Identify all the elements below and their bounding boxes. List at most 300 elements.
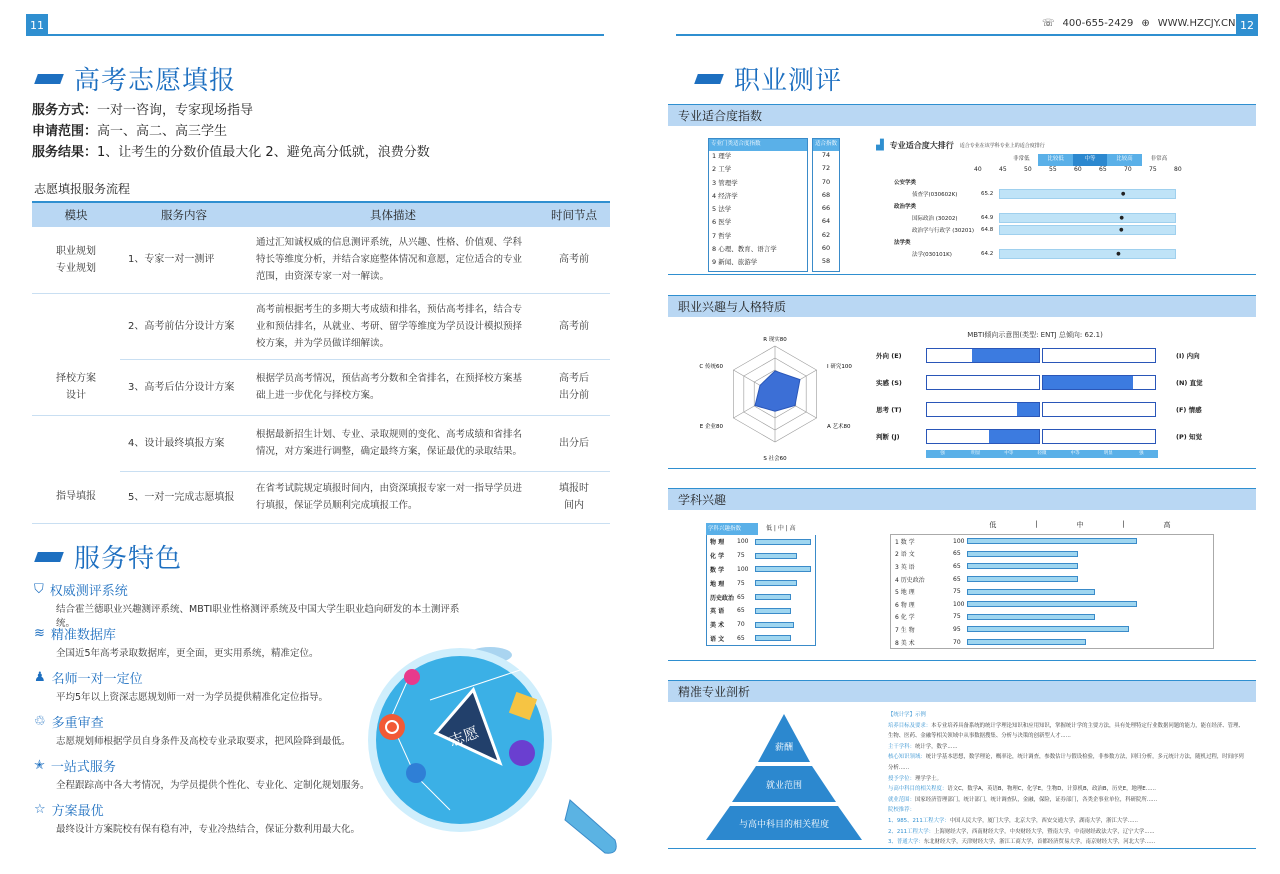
feature-title-text: 一站式服务 [50,759,116,775]
analysis-key: 1、985、211工程大学： [888,817,950,824]
subject-header [706,523,816,535]
mbti-scale-item: 强 [940,451,945,456]
feature-desc: 平均5年以上资深志愿规划师一对一为学员提供精准化定位指导。 [56,692,329,703]
subject-row [707,618,815,632]
subject-score: 100 [737,565,749,573]
subject-name: 历史政治 [710,594,735,602]
subject-row [707,590,815,604]
subject-score: 75 [737,579,745,587]
subject-name: 英 语 [710,608,725,616]
rank-label: 政治学类 [894,204,917,210]
feature-title-text: 多重审查 [51,715,104,731]
mbti-fill [1017,403,1039,416]
analysis-key: 培养目标及要求： [888,722,932,729]
info-label: 服务结果： [32,145,98,160]
rank-tick: 60 [1074,166,1082,173]
fit-header-value: 适合指数 [813,139,839,151]
module-cell: 指导填报 [32,471,120,523]
subject-right-bar [967,614,1095,620]
subject-bar [755,566,811,572]
rank-row [894,200,1176,212]
rank-value: 64.9 [981,215,994,221]
person-icon: ♟ [34,669,46,685]
recycle-icon: ♲ [34,713,46,729]
analysis-line [888,827,1244,838]
subject-right-name: 3 英 语 [895,563,915,571]
analysis-value: 国家经济管理部门，统计部门，统计调查队，金融，保险，证券部门，各类企事业单位，科研院所...... [914,796,1158,803]
shield-icon: ⛉ [34,581,44,597]
mbti-scale-item: 强 [1139,451,1144,456]
phone-number: 400-655-2429 [1062,18,1134,29]
content-cell: 5、一对一完成志愿填报 [120,471,248,523]
fit-value: 72 [821,164,831,173]
time-cell: 高考后 出分前 [538,359,610,415]
analysis-line [888,752,1244,773]
rank-value: 64.8 [981,227,994,233]
subject-header-title: 学科兴趣指数 [706,523,758,535]
mbti-row [876,342,1222,369]
info-line [32,121,430,142]
subject-bar [755,594,791,600]
pyramid-level-2: 就业范围 [765,781,803,791]
title-bar-icon [34,74,64,84]
subject-score: 65 [737,634,745,642]
subject-header-scale: 低 | 中 | 高 [766,525,796,532]
rank-dot: ● [1116,251,1121,257]
content-cell: 1、专家一对一测评 [120,227,248,293]
mbti-scale [926,450,1158,458]
mbti-right-label: (F) 情感 [1176,406,1202,414]
info-value: 1、让考生的分数价值最大化 2、避免高分低就，浪费分数 [97,145,430,160]
flow-header: 服务内容 [120,202,248,227]
analysis-key: 3、普通大学： [888,839,924,846]
rank-row [894,248,1176,260]
rank-label: 侦查学(030602K) [912,192,958,198]
analysis-line [888,805,1244,816]
rank-bar [999,213,1176,223]
analysis-value: 中国人民大学，厦门大学，北京大学，西安交通大学，湖南大学，浙江大学...... [949,817,1138,824]
radar-label: R 现实80 [763,337,787,343]
subject-right-name: 6 物 理 [895,601,915,609]
pyramid-diagram [704,712,864,842]
subject-right-row [891,548,1213,561]
subject-right-name: 1 数 学 [895,538,915,546]
subject-bar [755,553,797,559]
analysis-key: 主干学科： [888,743,915,750]
section-title-features: 服务特色 [36,538,182,575]
mbti-bar [926,375,1156,390]
fit-name: 7 哲学 [712,231,732,240]
analysis-key: 【统计学】示例 [888,712,926,718]
subject-right-header-item: 中 [1076,521,1084,529]
rank-value: 64.2 [981,251,994,257]
mbti-row [876,423,1222,450]
mbti-scale-item: 轻微 [1037,451,1047,456]
subject-right-bar [967,601,1137,607]
major-analysis-text [888,710,1244,848]
module-cell [32,415,120,471]
subject-right-bar [967,551,1078,557]
fit-name: 1 理学 [712,152,732,160]
mbti-half-left [926,402,1040,417]
rank-heading: ▟ 专业适合度大排行 适合专业在该学科专业上的适合度排行 [876,140,1045,151]
analysis-line [888,784,1244,795]
fit-value: 74 [821,151,831,159]
mbti-half-right [1042,429,1156,444]
info-label: 服务方式： [32,103,98,118]
rank-bar [996,201,1176,211]
mbti-half-left [926,429,1040,444]
mbti-scale-item: 中等 [1070,451,1080,456]
mbti-row [876,369,1222,396]
rank-label: 法学类 [894,240,911,246]
subject-right-bar [967,639,1086,645]
rank-label: 国际政治 (30202) [912,216,958,222]
rank-tick: 50 [1024,166,1032,173]
subject-bar [755,580,797,586]
section-header-personality: 职业兴趣与人格特质 [668,295,1256,317]
fit-value: 62 [821,230,831,239]
desc-cell: 在省考试院规定填报时间内，由资深填报专家一对一指导学员进行填报，保证学员顺利完成填报工作。 [248,471,538,523]
rank-tick: 55 [1049,166,1057,173]
fit-value: 68 [821,190,831,199]
subject-right-name: 4 历史政治 [895,576,925,584]
rank-bar [999,225,1176,235]
section-title-career: 职业测评 [696,60,842,97]
time-cell: 出分后 [538,415,610,471]
subject-name: 地 理 [710,580,725,588]
subject-row [707,604,815,618]
time-cell: 填报时 间内 [538,471,610,523]
mbti-half-left [926,375,1040,390]
fit-name: 6 医学 [712,218,732,227]
analysis-line [888,816,1244,827]
mbti-half-left [926,348,1040,363]
subject-right-row [891,560,1213,573]
subject-name: 物 理 [710,539,725,547]
fit-values [812,138,840,272]
fit-names [708,138,808,272]
rank-row [894,176,1176,188]
right-page [640,0,1280,874]
rank-dot: ● [1119,215,1124,221]
holland-radar-chart [680,325,870,463]
subject-name: 数 学 [710,566,725,574]
subject-right-score: 100 [953,600,965,608]
feature-desc: 全国近5年高考录取数据库，更全面，更实用系统，精准定位。 [56,648,319,659]
subject-score: 65 [737,593,745,601]
rank-tick: 45 [999,166,1007,173]
subject-name: 化 学 [710,553,725,561]
analysis-value: 东北财经大学，天津财经大学，浙江工商大学，首都经济贸易大学，南京财经大学，河北大学...... [923,839,1156,846]
mbti-fill [972,349,1039,362]
feature-item [34,580,474,629]
subject-right-score: 65 [953,562,961,570]
subject-right-bar [967,576,1078,582]
analysis-line [888,742,1244,753]
subject-right-header [890,520,1190,534]
analysis-key: 就业范围： [888,796,915,803]
mbti-left-label: 外向 (E) [876,352,902,360]
rank-row [894,236,1176,248]
rank-tick: 80 [1174,166,1182,173]
fit-name: 4 经济学 [712,191,738,200]
globe-icon: ⊕ [1141,18,1150,29]
analysis-key: 院校推荐： [888,807,915,814]
rank-label: 法学(030101K) [912,252,952,258]
subject-row [707,535,815,549]
subject-right-bar [967,538,1137,544]
subject-right-name: 8 美 术 [895,639,915,647]
table-row [32,471,610,523]
flow-title: 志愿填报服务流程 [34,182,131,196]
subject-right-score: 70 [953,638,961,646]
subject-name: 语 文 [710,635,725,643]
flow-header: 时间节点 [538,202,610,227]
analysis-key: 核心知识领域： [888,754,926,761]
analysis-key: 与高中科目的相关程度： [888,786,948,793]
mbti-half-right [1042,402,1156,417]
star-outline-icon: ☆ [34,801,46,817]
rank-row [894,224,1176,236]
analysis-key: 2、211工程大学： [888,828,935,835]
time-cell: 高考前 [538,227,610,293]
desc-cell: 根据最新招生计划、专业、录取规则的变化、高考成绩和省排名情况，对方案进行调整，确定最终方案，保证最优的录取结果。 [248,415,538,471]
rank-ticks [974,166,1182,176]
info-line [32,142,430,163]
rank-bar [996,177,1176,187]
rank-chart [894,154,1182,260]
rank-bar [999,189,1176,199]
rank-dot: ● [1119,227,1124,233]
module-cell: 职业规划 专业规划 [32,227,120,293]
layers-icon: ≋ [34,625,45,641]
analysis-line [888,710,1244,721]
subject-right-row [891,573,1213,586]
subject-right-header-item: | [1122,520,1125,528]
feature-title-text: 权威测评系统 [49,583,128,599]
star-badge-icon: ✭ [34,757,45,773]
fit-index-table [708,138,840,272]
phone-icon: ☏ [1042,18,1055,29]
mbti-scale-item: 中等 [1004,451,1014,456]
subject-right-score: 75 [953,613,961,621]
subject-interest-right [890,520,1214,649]
analysis-value: 统计学，数学...... [914,743,958,750]
feature-desc: 志愿规划师根据学员自身条件及高校专业录取要求，把风险降到最低。 [56,736,351,747]
info-value: 一对一咨询，专家现场指导 [97,103,254,118]
subject-right-bar [967,626,1129,632]
radar-label: I 研究100 [827,364,852,370]
analysis-value: 理学学士。 [914,775,942,782]
subject-bar [755,539,811,545]
website: WWW.HZCJY.CN [1157,18,1236,29]
feature-title-text: 方案最优 [51,803,104,819]
radar-label: S 社会60 [763,456,787,462]
subject-right-row [891,623,1213,636]
subject-score: 65 [737,607,745,615]
fit-name: 2 工学 [712,165,732,174]
rank-scale-item: 非常低 [1004,154,1038,166]
flow-header: 模块 [32,202,120,227]
illustration-label: 志愿 [446,723,482,751]
rank-row [894,212,1176,224]
mbti-left-label: 思考 (T) [876,406,902,414]
mbti-left-label: 实感 (S) [876,379,902,387]
fit-value: 60 [821,244,831,253]
feature-title-text: 名师一对一定位 [51,671,143,687]
subject-row [707,576,815,590]
table-row [32,359,610,415]
subject-right-row [891,611,1213,624]
analysis-value: 上海财经大学，西南财经大学，中央财经大学，暨南大学，中南财经政法大学，辽宁大学...... [934,828,1155,835]
subject-right-row [891,636,1213,649]
fit-value: 58 [821,257,831,266]
rank-scale [1004,154,1176,166]
section-header-subject: 学科兴趣 [668,488,1256,510]
chart-icon: ▟ [876,140,884,151]
subject-right-header-item: | [1035,520,1038,528]
desc-cell: 高考前根据考生的多期大考成绩和排名，预估高考排名，结合专业和预估排名，从就业、考研、留学等维度为学员设计模拟预择校方案，并为学员做详细解读。 [248,293,538,359]
analysis-line [888,721,1244,742]
page-number-right: 12 [1236,14,1258,36]
rank-bar [996,237,1176,247]
mbti-scale-item: 明显 [971,451,981,456]
subject-interest-left [706,523,816,646]
analysis-line [888,795,1244,806]
rank-value: 65.2 [981,191,994,197]
fit-name: 3 管理学 [712,178,738,187]
analysis-value: 统计学基本思想，数学理论，概率论，统计调查，参数估计与假设检验，非参数方法，回归分析，多元统计方法，随机过程，时间序列分析...... [888,754,1244,771]
fit-value: 66 [821,204,831,213]
subject-right-bar [967,563,1078,569]
subject-right-score: 75 [953,588,961,596]
subject-right-name: 7 生 物 [895,626,915,634]
fit-name: 5 法学 [712,205,732,214]
content-cell: 2、高考前估分设计方案 [120,293,248,359]
top-rule [676,34,1238,36]
info-value: 高一、高二、高三学生 [97,124,228,139]
rank-label: 公安学类 [894,180,917,186]
section-header-analysis: 精准专业剖析 [668,680,1256,702]
rank-scale-item: 比较低 [1038,154,1072,166]
subject-right-name: 6 化 学 [895,614,915,622]
time-cell: 高考前 [538,293,610,359]
table-row [32,415,610,471]
mbti-bar [926,429,1156,444]
subject-score: 100 [737,538,749,546]
subject-right-score: 65 [953,550,961,558]
flow-table [32,201,610,524]
mbti-left-label: 判断 (J) [876,433,900,441]
radar-label: E 企业80 [699,424,723,430]
subject-right-name: 5 地 理 [895,589,915,597]
section-title-zhiyuan [36,60,236,97]
subject-bar [755,608,791,614]
subject-right-header-item: 低 [989,521,997,529]
subject-right-row [891,535,1213,548]
subject-name: 美 术 [710,622,725,630]
rank-tick: 70 [1124,166,1132,173]
mbti-bar [926,348,1156,363]
page-title: 高考志愿填报 [74,66,237,96]
feature-title-text: 精准数据库 [50,627,116,643]
analysis-line [888,837,1244,848]
feature-title [34,580,474,598]
contact-bar [1042,18,1235,29]
subject-row [707,632,815,646]
desc-cell: 根据学员高考情况，预估高考分数和全省排名，在预择校方案基础上进一步优化与择校方案。 [248,359,538,415]
pyramid-level-3: 与高中科目的相关程度 [738,820,830,830]
subject-body [706,535,816,646]
module-cell [32,293,120,359]
rank-tick: 40 [974,166,982,173]
mbti-half-right [1042,348,1156,363]
mbti-fill [989,430,1039,443]
mbti-title: MBTI倾向示意图(类型: ENTJ 总倾向: 62.1) [967,331,1103,339]
rank-tick: 75 [1149,166,1157,173]
subject-right-header-item: 高 [1163,521,1171,529]
desc-cell: 通过汇知诚权威的信息测评系统，从兴趣、性格、价值观、学科特长等维度分析，并结合家庭整体情况和意愿，定位适合的专业范围，由资深专家一对一解读。 [248,227,538,293]
subject-bar [755,635,791,641]
table-row [32,293,610,359]
radar-label: A 艺术80 [827,424,851,430]
top-rule [48,34,604,36]
analysis-value: 本专业培养具备系统的统计学理论知识和应用知识，掌握统计学的主要方法，具有处理特定行业数据问题的能力，能在经济、管理、生物、医药、金融等相关领域中从事数据搜集、分析与决策的创新型人才...... [888,722,1244,740]
section-header-fit: 专业适合度指数 [668,104,1256,126]
subject-right-name: 2 语 文 [895,551,915,559]
radar-data-area [755,371,800,411]
subject-score: 70 [737,621,745,629]
title-bar-icon [34,552,64,562]
mbti-right-label: (P) 知觉 [1176,433,1202,441]
rank-label: 政治学与行政学 (30201) [912,228,975,234]
radar-label: C 传统60 [699,364,723,370]
content-cell: 4、设计最终填报方案 [120,415,248,471]
mbti-chart [876,342,1222,458]
subject-bar [755,622,794,628]
fit-header-name: 专业门类适合度指数 [709,139,807,151]
mbti-right-label: (N) 直觉 [1176,379,1203,387]
magnifier-illustration [350,625,640,865]
title-bar-icon [694,74,724,84]
feature-desc: 最终设计方案院校有保有稳有冲，专业冷热结合，保证分数利用最大化。 [56,824,361,835]
subject-right-row [891,585,1213,598]
mbti-right-label: (I) 内向 [1176,352,1200,360]
pyramid-level-1: 薪酬 [774,743,794,753]
mbti-scale-item: 明显 [1103,451,1113,456]
mbti-row [876,396,1222,423]
subject-score: 75 [737,552,745,560]
subject-right-score: 100 [953,537,965,545]
subject-right-score: 95 [953,625,961,633]
rank-bar [999,249,1176,259]
mbti-fill [1043,376,1133,389]
subject-row [707,563,815,577]
fit-name: 8 心理、教育、语言学 [712,245,777,254]
mbti-half-right [1042,375,1156,390]
table-row [32,227,610,293]
rank-dot: ● [1120,191,1126,197]
subject-right-score: 65 [953,575,961,583]
content-cell: 3、高考后估分设计方案 [120,359,248,415]
rank-scale-item: 非常高 [1142,154,1176,166]
info-label: 申请范围： [32,124,98,139]
fit-value: 64 [821,217,831,226]
subject-row [707,549,815,563]
subject-right-row [891,598,1213,611]
rank-scale-item: 中等 [1073,154,1107,166]
